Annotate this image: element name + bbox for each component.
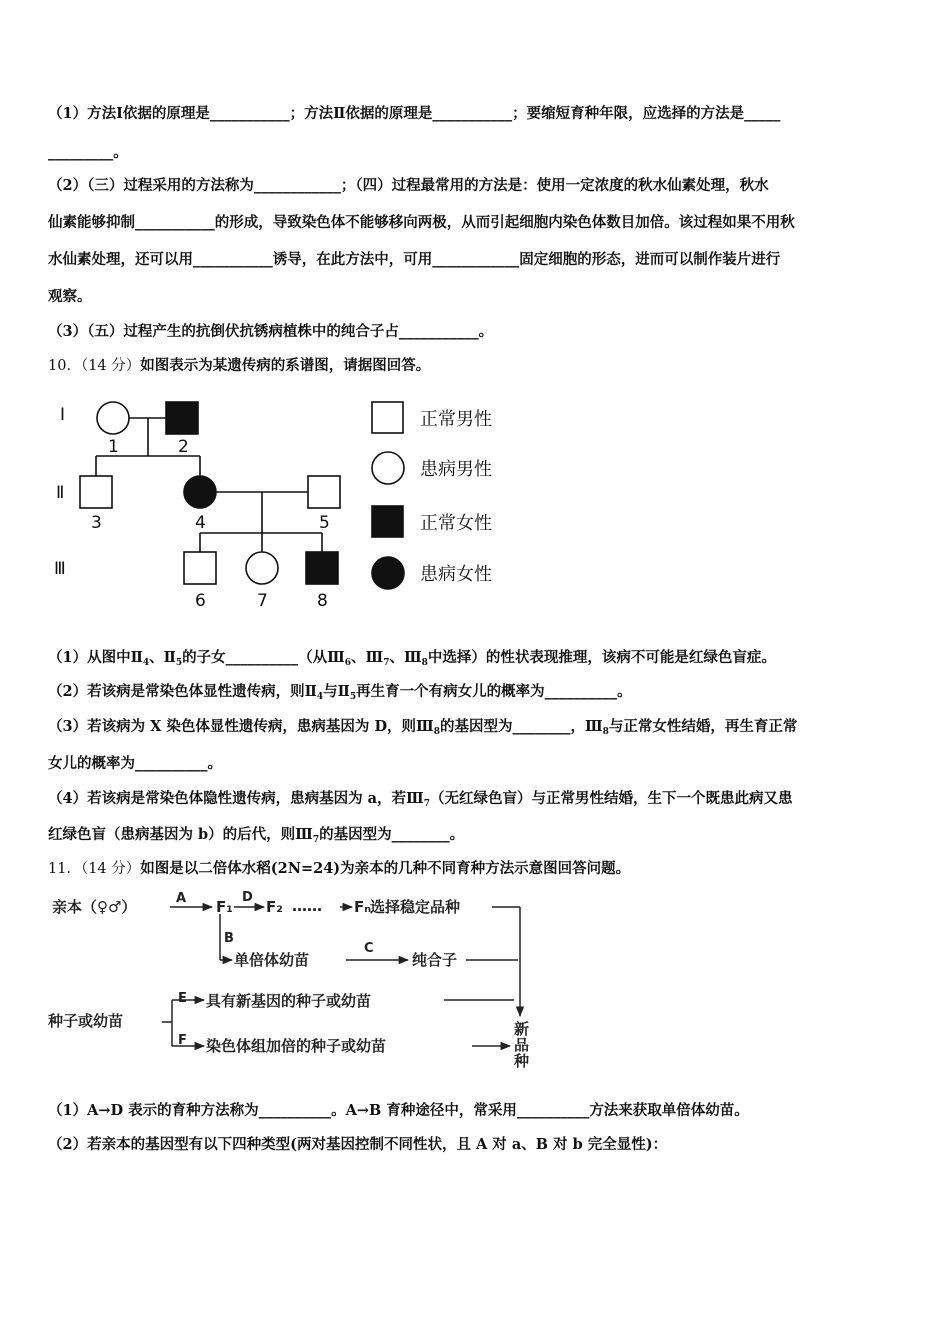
q11-part1: （1）A→D 表示的育种方法称为__________。A→B 育种途径中，常采用__________方法来获取单倍体幼苗。 [48,1102,749,1119]
dots-label: …… [292,897,322,915]
gen-label-2: Ⅱ [56,483,65,503]
arrow-label-C: C [364,941,374,956]
q10-stem: 如图表示为某遗传病的系谱图，请据图回答。 [140,357,431,374]
breeding-flow-diagram [44,884,544,1074]
q10-part3-line1: （3）若该病为 X 染色体显性遗传病，患病基因为 D，则$Ⅲ_8$的基因型为________，$Ⅲ_8$与正常女性结婚，再生育正常 [48,718,798,737]
new-variety-char-2: 品 [514,1036,530,1054]
q10-score: （14 分） [80,358,141,374]
person-id-4: 4 [195,513,206,533]
q11-header [48,857,630,878]
fn-label: Fₙ [354,898,372,916]
legend-normal-male-label: 正常男性 [420,409,492,430]
q9-part3: （3）（五）过程产生的抗倒伏抗锈病植株中的纯合子占___________。 [48,323,494,340]
q11-stem: 如图是以二倍体水稻(2N=24)为亲本的几种不同育种方法示意图回答问题。 [140,860,631,877]
person-4-affected-female-symbol [184,476,216,508]
q10-part4-line2: 红绿色盲（患病基因为 b）的后代，则$Ⅲ_7$的基因型为________。 [48,826,465,845]
person-2-normal-female-symbol [166,402,198,434]
q10-part2: （2）若该病是常染色体显性遗传病，则$Ⅱ_4$与$Ⅱ_5$再生育一个有病女儿的概率为__________。 [48,683,632,702]
legend-affected-female-label: 患病女性 [420,564,492,585]
q9-part2-line4: 观察。 [48,288,92,305]
arrow-label-E: E [178,991,187,1006]
person-id-1: 1 [108,437,119,457]
q9-part1-line2: _________。 [48,144,128,161]
select-stable-label: 选择稳定品种 [370,898,461,916]
q9-part2-line2: 仙素能够抑制___________的形成，导致染色体不能够移向两极，从而引起细胞内染色体数目加倍。该过程如果不用秋 [48,214,795,231]
f1-label: F₁ [216,898,233,916]
person-id-5: 5 [319,513,330,533]
arrow-label-A: A [176,891,187,906]
parent-label: 亲本（♀♂） [52,898,137,916]
legend-affected-male-label: 患病男性 [420,459,492,480]
person-6-normal-male-symbol [184,552,216,584]
person-3-normal-male-symbol [80,476,112,508]
q10-number: 10． [48,358,81,374]
person-8-normal-female-symbol [306,552,338,584]
q10-part3-line2: 女儿的概率为__________。 [48,755,222,772]
arrow-label-D: D [242,890,253,905]
pedigree-diagram [40,390,530,620]
q11-part2: （2）若亲本的基因型有以下四种类型(两对基因控制不同性状，且 A 对 a、B 对 b 完全显性)： [48,1136,668,1153]
haploid-label: 单倍体幼苗 [234,951,310,969]
pure-line-label: 纯合子 [412,951,458,969]
person-id-3: 3 [91,513,102,533]
new-gene-label: 具有新基因的种子或幼苗 [206,992,372,1010]
f2-label: F₂ [266,898,283,916]
legend-normal-female-label: 正常女性 [420,513,492,534]
gen-label-1: Ⅰ [60,405,66,425]
person-1-affected-male-symbol [97,402,129,434]
person-id-6: 6 [195,591,206,611]
person-5-normal-male-symbol [308,476,340,508]
q10-part1: （1）从图中$Ⅱ_4$、$Ⅱ_5$的子女__________（从$Ⅲ_6$、$Ⅲ_7$、$Ⅲ_8$中选择）的性状表现推理，该病不可能是红绿色盲症。 [48,649,776,668]
seed-label: 种子或幼苗 [48,1012,124,1030]
legend-normal-male-symbol [372,402,403,433]
gen-label-3: Ⅲ [54,559,66,579]
new-variety-char-1: 新 [514,1020,530,1038]
person-7-affected-male-symbol [246,552,278,584]
q11-number: 11． [48,861,81,877]
legend-affected-female-symbol [372,557,404,589]
legend-normal-female-symbol [372,506,403,537]
q9-part1-line1: （1）方法Ⅰ依据的原理是___________；方法Ⅱ依据的原理是___________；要缩短育种年限，应选择的方法是_____ [48,105,781,122]
doubled-label: 染色体组加倍的种子或幼苗 [206,1037,387,1055]
arrow-label-B: B [224,931,234,946]
person-id-8: 8 [317,591,328,611]
arrow-label-F: F [178,1033,187,1048]
q9-part2-line3: 水仙素处理，还可以用___________诱导，在此方法中，可用____________固定细胞的形态，进而可以制作装片进行 [48,251,781,268]
q10-part4-line1: （4）若该病是常染色体隐性遗传病，患病基因为 a，若$Ⅲ_7$（无红绿色盲）与正常男性结婚，生下一个既患此病又患 [48,790,793,809]
q9-part2-line1: （2）（三）过程采用的方法称为____________；（四）过程最常用的方法是：使用一定浓度的秋水仙素处理，秋水 [48,177,769,194]
legend-affected-male-symbol [372,452,404,484]
q10-header [48,354,430,375]
person-id-7: 7 [257,591,268,611]
new-variety-char-3: 种 [514,1052,530,1070]
q11-score: （14 分） [80,861,141,877]
person-id-2: 2 [178,437,189,457]
